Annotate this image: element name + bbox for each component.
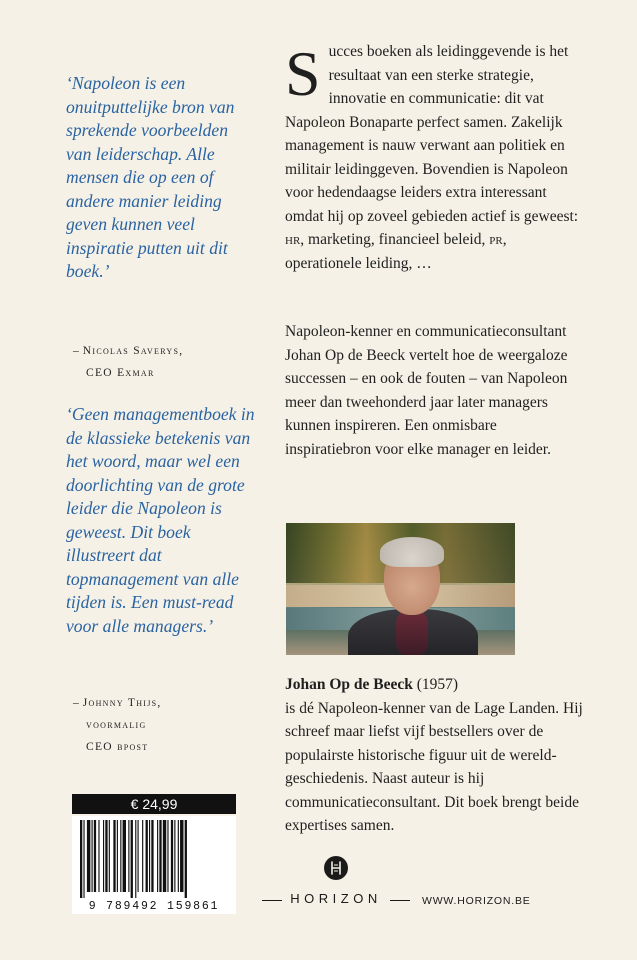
price-label: € 24,99 (72, 794, 236, 814)
barcode-bar (87, 820, 90, 892)
attribution-dash: – (73, 697, 79, 709)
author-year: (1957) (416, 676, 459, 693)
barcode-bar (178, 820, 179, 892)
author-bio-text: is dé Napoleon-kenner van de Lage Landen. Hij schreef maar liefst vijf bestsellers over de populairste historische figuur uit de wereldgeschiedenis. Naast auteur is hij communicatieconsultant. Dit boek brengt beide expertises samen. (285, 699, 583, 834)
barcode-bar (103, 820, 104, 892)
brand-line-left (262, 900, 282, 901)
barcode-bar (142, 820, 143, 892)
blurb-p1-pr: pr (489, 231, 503, 248)
barcode (72, 816, 236, 914)
blurb-p1-hr: hr (285, 231, 301, 248)
author-photo (286, 523, 515, 655)
barcode-bar (185, 820, 187, 898)
barcode-bar (131, 820, 133, 898)
barcode-bar (174, 820, 175, 892)
publisher-website: WWW.HORIZON.BE (422, 895, 531, 907)
barcode-bar (159, 820, 161, 892)
blurb-paragraph-2: Napoleon-kenner en communicatieconsultant Johan Op de Beeck vertelt hoe de weergaloze successen – en ook de fouten – van Napoleon meer dan tweehonderd jaar later managers kunnen inspireren. Een onmisbare inspiratiebron voor elke manager en leider. (285, 323, 568, 458)
attribution-title: voormalig (86, 719, 147, 731)
barcode-bar (113, 820, 115, 892)
publisher-brand: HORIZON (290, 891, 382, 906)
quote-attribution-2 (73, 692, 256, 758)
barcode-bar (171, 820, 173, 892)
barcode-bar (83, 820, 84, 898)
barcode-bar (80, 820, 82, 898)
photo-hair (380, 537, 444, 567)
attribution-title: CEO Exmar (86, 367, 155, 379)
barcode-bar (117, 820, 118, 892)
h-monogram-icon (324, 856, 348, 880)
drop-cap: S (285, 38, 321, 109)
attribution-company: CEO bpost (86, 741, 149, 753)
author-name: Johan Op de Beeck (285, 676, 413, 693)
barcode-bar (123, 820, 126, 892)
barcode-bar (167, 820, 168, 892)
barcode-bar (94, 820, 96, 892)
barcode-bar (135, 820, 136, 898)
photo-scarf (396, 611, 428, 655)
blurb-p1-mid: , marketing, financieel beleid, (300, 231, 490, 248)
attribution-dash: – (73, 345, 79, 357)
h-monogram-glyph (324, 856, 348, 880)
barcode-bar (98, 820, 99, 892)
barcode-bar (120, 820, 121, 892)
barcode-bar (151, 820, 153, 892)
attribution-name: Nicolas Saverys, (82, 345, 184, 357)
barcode-bars (78, 820, 230, 898)
blurb-paragraph-1 (285, 40, 585, 275)
brand-line-right (390, 900, 410, 901)
barcode-bar (146, 820, 148, 892)
blurb-p1-text: ucces boeken als leidinggevende is het resultaat van een sterke strategie, innovatie en communicatie: dit vat Napoleon Bonaparte perfect samen. Zakelijk management is nauw verwant aan politiek en militair leidinggeven. Bovendien is Napoleon voor hedendaagse leiders extra interessant omdat hij op zoveel gebieden actief is geweest: (285, 43, 579, 225)
barcode-bar (109, 820, 110, 892)
barcode-bar (128, 820, 129, 892)
barcode-bar (92, 820, 93, 892)
barcode-bar (180, 820, 183, 892)
barcode-bar (149, 820, 150, 892)
barcode-bar (163, 820, 166, 892)
author-bio (285, 673, 585, 838)
isbn-number: 9 789492 159861 (88, 900, 220, 913)
barcode-bar (138, 820, 139, 892)
quote-attribution-1 (73, 340, 256, 384)
blurb-p1-end: , operationele leiding, … (285, 231, 507, 272)
quote-johnny-thijs: ‘Geen managementboek in de klassieke betekenis van het woord, maar wel een doorlichting van de grote leider die Napoleon is geweest. Dit boek illustreert dat topmanagement van alle tijden is. Een must-read voor alle managers.’ (66, 404, 255, 636)
attribution-name: Johnny Thijs, (82, 697, 162, 709)
barcode-bar (105, 820, 107, 892)
barcode-bar (157, 820, 158, 892)
quote-nicolas-saverys: ‘Napoleon is een onuitputtelijke bron van sprekende voorbeelden van leiderschap. Alle mensen die op een of andere manier leiding geven kunnen veel inspiratie putten uit dit boek.’ (66, 73, 235, 281)
